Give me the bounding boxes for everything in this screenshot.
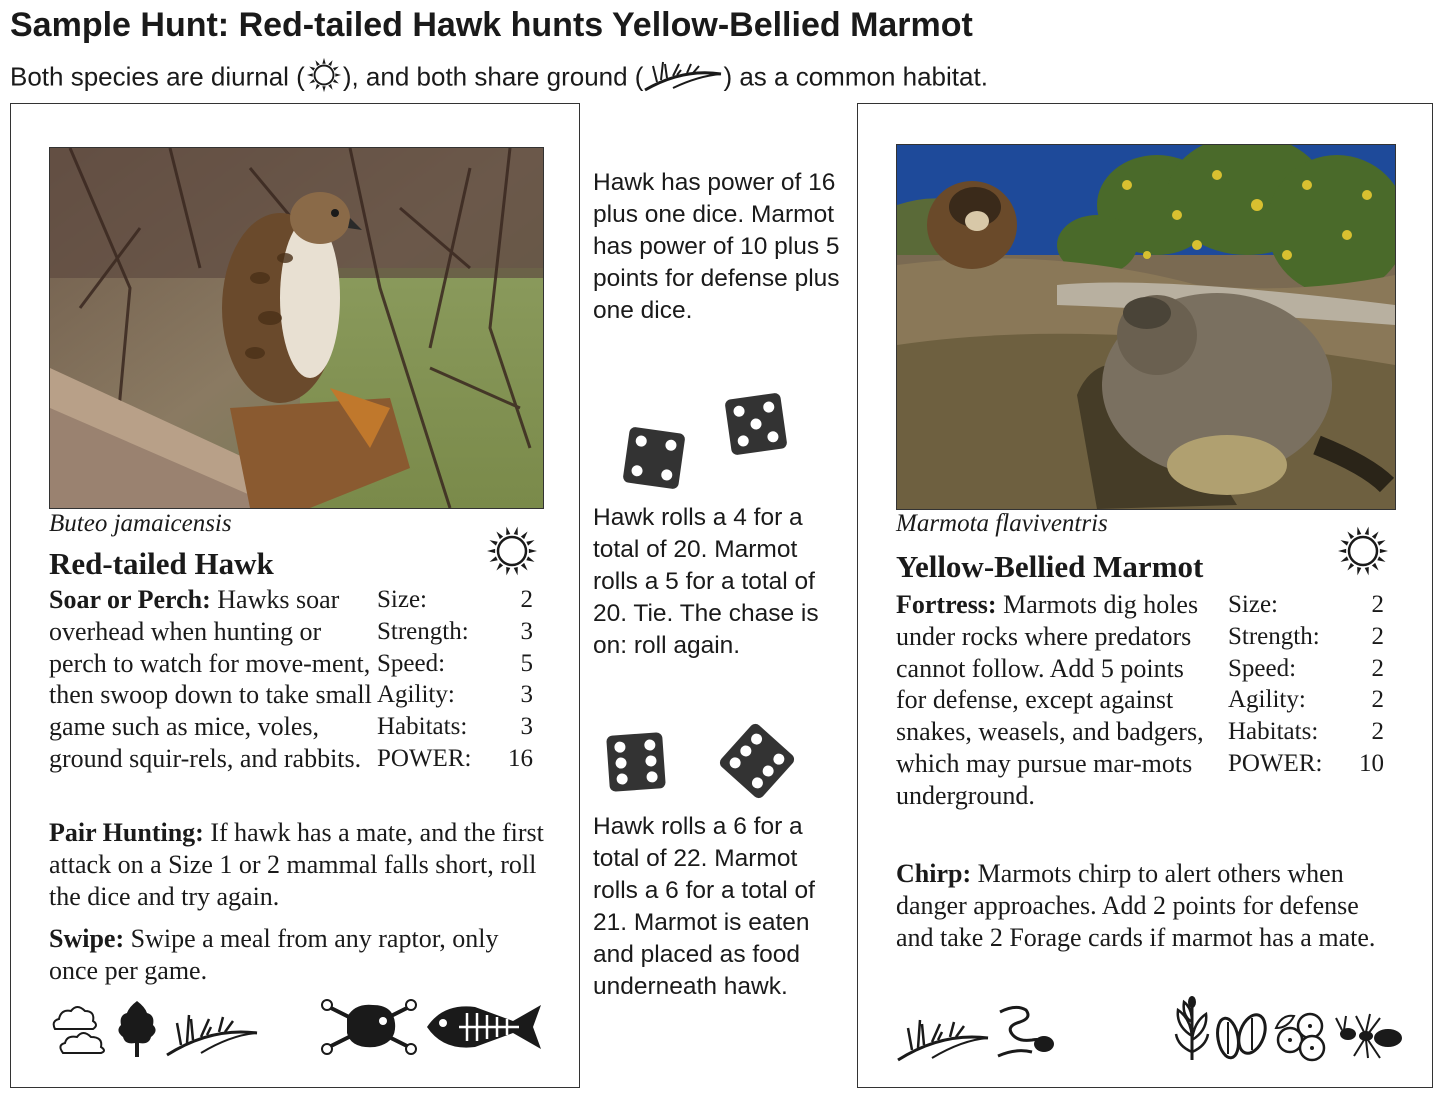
stat-row: [1228, 653, 1384, 685]
stat-value: 2: [520, 586, 533, 613]
burrow-icon: [996, 1004, 1056, 1062]
fish-icon: [423, 999, 549, 1055]
hunt-intro-text: Hawk has power of 16 plus one dice. Marmot has power of 10 plus 5 points for defense plus one dice.: [593, 169, 840, 324]
stat-value: 2: [1371, 686, 1384, 714]
stat-row: [377, 616, 533, 648]
subtitle-part-2: ), and both share ground (: [342, 61, 644, 92]
stat-row: [377, 679, 533, 711]
seeds-icon: [1214, 1008, 1268, 1062]
carrion-icon: [321, 999, 417, 1055]
page-subtitle: [10, 56, 988, 101]
stat-row: [1228, 748, 1384, 780]
plant-icon: [1172, 996, 1212, 1062]
hawk-ability-2: [49, 817, 549, 912]
marmot-common-name: Yellow-Bellied Marmot: [896, 549, 1204, 584]
stat-row: [377, 648, 533, 680]
hawk-photo: [49, 147, 544, 509]
round1-marmot-die: [722, 390, 790, 463]
stat-value: 3: [520, 681, 533, 709]
ground-icon: [165, 1007, 259, 1057]
stat-row: [1228, 684, 1384, 716]
ability-text: Marmots chirp to alert others when danger approaches. Add 2 points for defense and take 2 Forage cards if marmot has a mate.: [896, 859, 1376, 952]
round2-marmot-die: [718, 722, 796, 805]
stat-value: 10: [1359, 749, 1384, 777]
insect-icon: [1334, 1008, 1404, 1062]
subtitle-part-1: Both species are diurnal (: [10, 61, 305, 92]
ground-icon: [896, 1012, 990, 1062]
ability-name: Swipe:: [49, 924, 125, 953]
stat-value: 3: [520, 713, 533, 741]
stat-label: Agility:: [1228, 686, 1306, 714]
hawk-ability-1: [49, 584, 379, 775]
stat-value: 2: [1371, 622, 1384, 650]
ground-habitat-icon: [643, 58, 723, 99]
ability-name: Fortress:: [896, 590, 997, 619]
ability-name: Chirp:: [896, 859, 972, 888]
marmot-scientific-name: Marmota flaviventris: [896, 510, 1108, 537]
forest-icon: [115, 999, 159, 1057]
stat-row: [1228, 716, 1384, 748]
stat-value: 2: [1371, 654, 1384, 682]
stat-row: [377, 743, 533, 775]
sky-icon: [49, 999, 107, 1057]
stat-row: [377, 584, 533, 616]
subtitle-part-3: ) as a common habitat.: [723, 61, 988, 92]
hawk-card[interactable]: [10, 103, 580, 1088]
stat-label: Agility:: [377, 681, 455, 709]
hawk-ability-3: [49, 923, 549, 987]
stat-row: [1228, 621, 1384, 653]
stat-value: 5: [520, 649, 533, 677]
stat-value: 2: [1371, 718, 1384, 746]
round1-hawk-die: [620, 424, 688, 497]
stat-label: POWER:: [1228, 749, 1323, 777]
hawk-habitat-icons: [49, 999, 259, 1057]
berries-icon: [1272, 1008, 1330, 1062]
stat-row: [1228, 589, 1384, 621]
stat-label: Speed:: [377, 649, 446, 677]
ability-text: Hawks soar overhead when hunting or perch to watch for move-ment, then swoop down to take small game such as mice, voles, ground squir-rels, and rabbits.: [49, 585, 372, 773]
stat-row: [377, 711, 533, 743]
stat-value: 16: [508, 744, 533, 772]
marmot-card[interactable]: [857, 103, 1433, 1088]
marmot-ability-1: [896, 589, 1211, 812]
round2-hawk-die: [602, 728, 670, 801]
marmot-habitat-icons: [896, 1004, 1056, 1062]
page-title: Sample Hunt: Red-tailed Hawk hunts Yellow-Bellied Marmot: [10, 6, 973, 44]
diurnal-sun-icon: [485, 524, 539, 583]
marmot-food-icons: [1172, 996, 1404, 1062]
ability-text: If hawk has a mate, and the first attack on a Size 1 or 2 mammal falls short, roll the dice and try again.: [49, 818, 544, 911]
marmot-stats: [1228, 589, 1384, 780]
stat-label: POWER:: [377, 744, 472, 772]
diurnal-sun-icon: [1336, 524, 1390, 583]
hunt-round-1-text: Hawk rolls a 4 for a total of 20. Marmot rolls a 5 for a total of 20. Tie. The chase is on: roll again.: [593, 504, 819, 659]
stat-label: Strength:: [377, 617, 469, 645]
stat-label: Habitats:: [377, 713, 468, 741]
stat-label: Speed:: [1228, 654, 1297, 682]
ability-name: Pair Hunting:: [49, 818, 204, 847]
stat-label: Habitats:: [1228, 718, 1319, 746]
hawk-stats: [377, 584, 533, 775]
ability-name: Soar or Perch:: [49, 585, 211, 614]
marmot-photo: [896, 144, 1396, 510]
stat-label: Size:: [377, 586, 427, 613]
stat-value: 2: [1371, 591, 1384, 618]
stat-label: Strength:: [1228, 622, 1320, 650]
ability-text: Swipe a meal from any raptor, only once per game.: [49, 924, 499, 985]
stat-label: Size:: [1228, 591, 1278, 618]
stat-value: 3: [520, 617, 533, 645]
hawk-common-name: Red-tailed Hawk: [49, 546, 274, 581]
diurnal-sun-icon: [305, 56, 343, 101]
hawk-scientific-name: Buteo jamaicensis: [49, 510, 232, 537]
hawk-food-icons: [321, 999, 549, 1055]
hunt-round-2-text: Hawk rolls a 6 for a total of 22. Marmot rolls a 6 for a total of 21. Marmot is eaten and placed as food underneath hawk.: [593, 813, 815, 1000]
marmot-ability-2: [896, 858, 1396, 953]
ability-text: Marmots dig holes under rocks where predators cannot follow. Add 5 points for defense, except against snakes, weasels, and badgers, which may pursue mar-mots underground.: [896, 590, 1204, 810]
